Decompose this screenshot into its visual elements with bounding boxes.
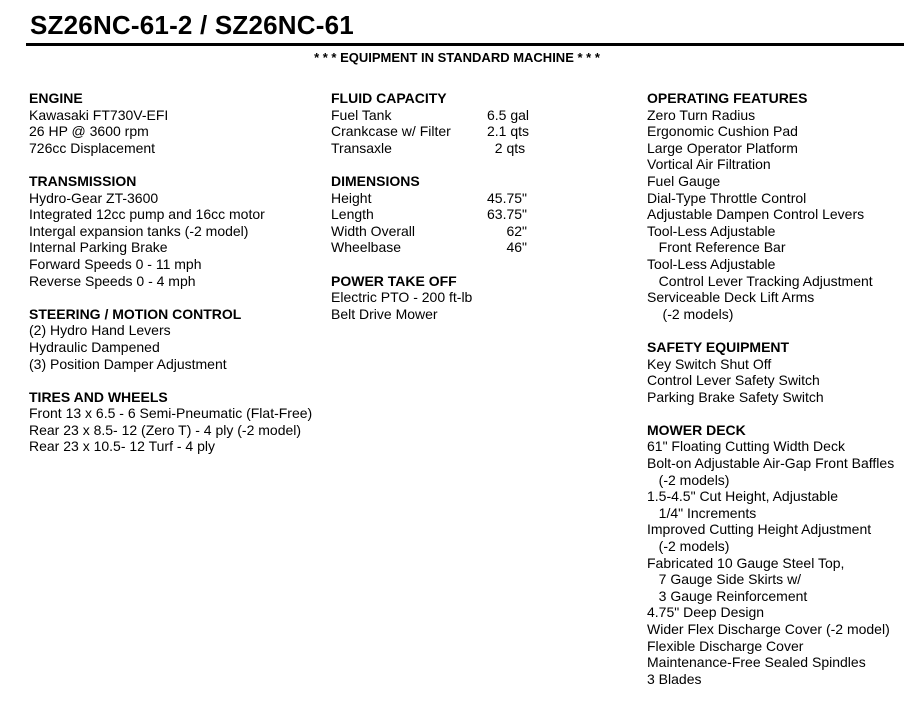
mower-deck-item: 1.5-4.5" Cut Height, Adjustable [647, 488, 838, 505]
mower-deck-item: 3 Gauge Reinforcement [647, 587, 808, 604]
transmission-line: Intergal expansion tanks (-2 model) [29, 222, 249, 239]
dimension-label: Wheelbase [331, 239, 402, 256]
mower-deck-item: 61" Floating Cutting Width Deck [647, 438, 845, 455]
dimension-row [331, 190, 561, 207]
steering-line: (3) Position Damper Adjustment [29, 355, 227, 372]
mower-deck-item: 3 Blades [647, 670, 702, 687]
pto-section [331, 273, 561, 323]
dimension-row [331, 239, 561, 256]
fluid-value: 6.5 gal [487, 106, 530, 123]
transmission-section [29, 173, 324, 289]
fluid-row [331, 123, 561, 140]
fluid-value: 2 qts [487, 139, 526, 156]
steering-line: (2) Hydro Hand Levers [29, 322, 171, 339]
dimension-row [331, 223, 561, 240]
operating-feature: Fuel Gauge [647, 172, 721, 189]
mower-deck-item: 1/4" Increments [647, 504, 757, 521]
dimensions-heading: DIMENSIONS [331, 172, 420, 189]
mower-deck-item: 4.75" Deep Design [647, 604, 765, 621]
transmission-heading: TRANSMISSION [29, 172, 137, 189]
dimension-label: Length [331, 206, 374, 223]
fluid-label: Fuel Tank [331, 106, 392, 123]
operating-feature: Vortical Air Filtration [647, 156, 771, 173]
steering-section [29, 306, 324, 372]
mower-deck-item: Fabricated 10 Gauge Steel Top, [647, 554, 845, 571]
dimension-value: 45.75" [487, 189, 528, 206]
engine-line: Kawasaki FT730V-EFI [29, 106, 169, 123]
mower-deck-item: (-2 models) [647, 538, 730, 555]
transmission-line: Reverse Speeds 0 - 4 mph [29, 272, 196, 289]
tires-section [29, 389, 324, 455]
safety-equipment-section [647, 339, 912, 405]
mower-deck-item: (-2 models) [647, 471, 730, 488]
operating-feature: Ergonomic Cushion Pad [647, 123, 798, 140]
transmission-line: Internal Parking Brake [29, 239, 168, 256]
dimension-row [331, 206, 561, 223]
fluid-row [331, 107, 561, 124]
mower-deck-section [647, 422, 912, 688]
pto-line: Electric PTO - 200 ft-lb [331, 289, 473, 306]
operating-feature: Control Lever Tracking Adjustment [647, 272, 873, 289]
safety-item: Parking Brake Safety Switch [647, 388, 824, 405]
mower-deck-item: Improved Cutting Height Adjustment [647, 521, 872, 538]
steering-heading: STEERING / MOTION CONTROL [29, 305, 242, 322]
fluid-row [331, 140, 561, 157]
dimension-label: Height [331, 189, 372, 206]
dimension-value: 46" [487, 239, 527, 256]
engine-section [29, 90, 324, 156]
document-title: SZ26NC-61-2 / SZ26NC-61 [30, 10, 354, 40]
mower-deck-item: Wider Flex Discharge Cover (-2 model) [647, 621, 890, 637]
fluid-label: Transaxle [331, 139, 392, 156]
operating-feature: Adjustable Dampen Control Levers [647, 206, 865, 223]
fluid-label: Crankcase w/ Filter [331, 123, 451, 140]
tires-line: Front 13 x 6.5 - 6 Semi-Pneumatic (Flat-Free) [29, 405, 313, 422]
operating-feature: Tool-Less Adjustable [647, 222, 776, 239]
dimension-value: 62" [487, 222, 527, 239]
operating-feature: Zero Turn Radius [647, 106, 756, 123]
steering-line: Hydraulic Dampened [29, 338, 160, 355]
dimension-label: Width Overall [331, 222, 416, 239]
mower-deck-item: 7 Gauge Side Skirts w/ [647, 571, 802, 588]
dimensions-section [331, 173, 561, 256]
pto-heading: POWER TAKE OFF [331, 272, 457, 289]
tires-line: Rear 23 x 8.5- 12 (Zero T) - 4 ply (-2 model) [29, 421, 302, 438]
column-right [647, 90, 912, 704]
operating-feature: (-2 models) [647, 305, 734, 322]
column-middle [331, 90, 561, 339]
safety-item: Control Lever Safety Switch [647, 372, 820, 389]
operating-feature: Dial-Type Throttle Control [647, 189, 807, 206]
dimension-value: 63.75" [487, 206, 528, 223]
transmission-line: Hydro-Gear ZT-3600 [29, 189, 159, 206]
column-left [29, 90, 324, 472]
engine-line: 26 HP @ 3600 rpm [29, 123, 149, 140]
safety-equipment-heading: SAFETY EQUIPMENT [647, 338, 790, 355]
engine-line: 726cc Displacement [29, 139, 156, 156]
mower-deck-item: Flexible Discharge Cover [647, 637, 804, 654]
tires-line: Rear 23 x 10.5- 12 Turf - 4 ply [29, 438, 215, 455]
transmission-line: Integrated 12cc pump and 16cc motor [29, 206, 265, 223]
standard-equipment-subtitle: * * * EQUIPMENT IN STANDARD MACHINE * * * [314, 50, 600, 65]
title-rule [26, 43, 904, 46]
operating-feature: Front Reference Bar [647, 239, 786, 256]
operating-features-heading: OPERATING FEATURES [647, 90, 808, 106]
pto-line: Belt Drive Mower [331, 305, 438, 322]
operating-feature: Tool-Less Adjustable [647, 255, 776, 272]
mower-deck-item: Maintenance-Free Sealed Spindles [647, 654, 866, 671]
tires-heading: TIRES AND WHEELS [29, 388, 168, 405]
safety-item: Key Switch Shut Off [647, 355, 772, 372]
operating-feature: Large Operator Platform [647, 139, 798, 156]
mower-deck-item: Bolt-on Adjustable Air-Gap Front Baffles [647, 455, 895, 472]
fluid-capacity-heading: FLUID CAPACITY [331, 90, 447, 106]
engine-heading: ENGINE [29, 90, 83, 106]
fluid-value: 2.1 qts [487, 123, 530, 140]
transmission-line: Forward Speeds 0 - 11 mph [29, 255, 202, 272]
fluid-capacity-section [331, 90, 561, 156]
operating-features-section [647, 90, 912, 322]
mower-deck-heading: MOWER DECK [647, 421, 746, 438]
operating-feature: Serviceable Deck Lift Arms [647, 289, 815, 306]
